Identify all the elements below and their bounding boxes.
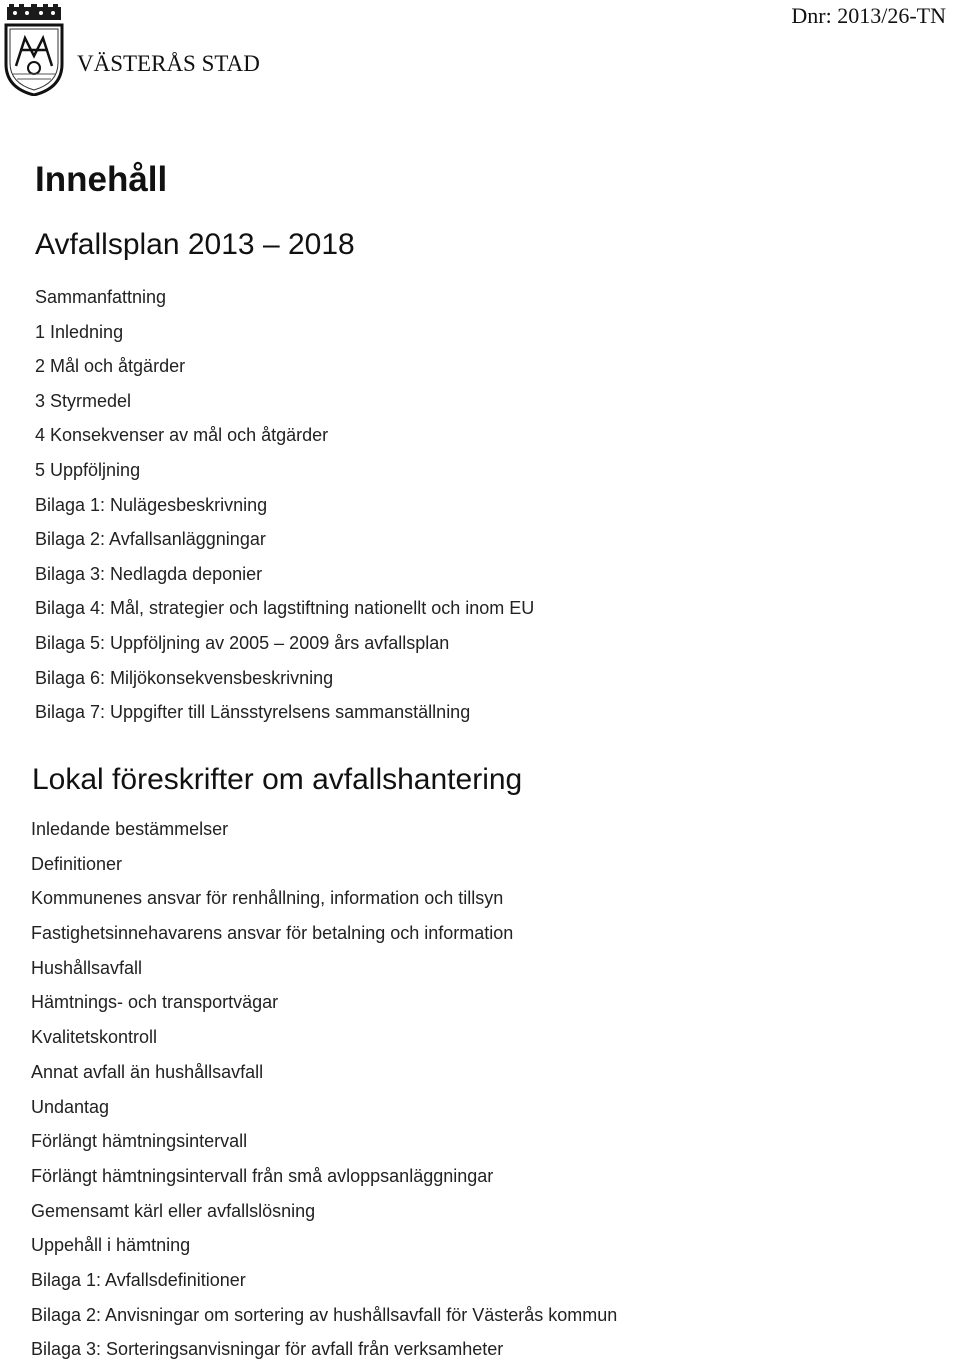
section-title-avfallsplan: Avfallsplan 2013 – 2018 xyxy=(35,228,355,261)
toc-item: Bilaga 2: Avfallsanläggningar xyxy=(35,529,266,550)
organization-name: VÄSTERÅS STAD xyxy=(77,51,260,76)
toc-item: Inledande bestämmelser xyxy=(31,819,229,839)
toc-item: Bilaga 7: Uppgifter till Länsstyrelsens sammanställning xyxy=(35,702,471,723)
toc-item: 1 Inledning xyxy=(35,321,124,342)
toc-item: Fastighetsinnehavarens ansvar för betalning och information xyxy=(31,923,514,944)
toc-list-avfallsplan xyxy=(35,284,534,734)
page-title: Innehåll xyxy=(35,160,168,199)
toc-item: Kommunenes ansvar för renhållning, information och tillsyn xyxy=(31,888,504,909)
toc-item: Bilaga 3: Nedlagda deponier xyxy=(35,563,263,584)
toc-item: Uppehåll i hämtning xyxy=(31,1235,191,1256)
toc-item: Bilaga 5: Uppföljning av 2005 – 2009 års avfallsplan xyxy=(35,632,450,653)
toc-item: Förlängt hämtningsintervall xyxy=(31,1131,248,1152)
toc-item: Bilaga 4: Mål, strategier och lagstiftning nationellt och inom EU xyxy=(35,598,535,619)
toc-item: Undantag xyxy=(31,1096,110,1117)
toc-item: 3 Styrmedel xyxy=(35,390,132,411)
toc-item: Kvalitetskontroll xyxy=(31,1027,158,1048)
toc-item: 2 Mål och åtgärder xyxy=(35,356,186,377)
vasteras-coat-of-arms-logo xyxy=(3,4,65,96)
document-reference-number: Dnr: 2013/26-TN xyxy=(791,3,946,28)
toc-item: Hushållsavfall xyxy=(31,957,143,978)
toc-item: Annat avfall än hushållsavfall xyxy=(31,1061,264,1082)
toc-item: 5 Uppföljning xyxy=(35,459,141,480)
toc-item: Hämtnings- och transportvägar xyxy=(31,992,279,1013)
toc-item: Bilaga 1: Avfallsdefinitioner xyxy=(31,1269,246,1290)
section-title-lokala-foreskrifter: Lokal föreskrifter om avfallshantering xyxy=(32,763,523,796)
toc-item: Gemensamt kärl eller avfallslösning xyxy=(31,1200,316,1221)
toc-item: Bilaga 2: Anvisningar om sortering av hushållsavfall för Västerås kommun xyxy=(31,1304,618,1325)
toc-item: Bilaga 6: Miljökonsekvensbeskrivning xyxy=(35,667,334,688)
page-header xyxy=(0,0,960,100)
toc-item: Definitioner xyxy=(31,853,123,874)
toc-item: Sammanfattning xyxy=(35,287,167,307)
toc-item: 4 Konsekvenser av mål och åtgärder xyxy=(35,425,329,446)
toc-list-foreskrifter xyxy=(31,816,617,1371)
toc-item: Bilaga 1: Nulägesbeskrivning xyxy=(35,494,268,515)
toc-item: Förlängt hämtningsintervall från små avloppsanläggningar xyxy=(31,1165,494,1186)
toc-item: Bilaga 3: Sorteringsanvisningar för avfall från verksamheter xyxy=(31,1339,504,1360)
